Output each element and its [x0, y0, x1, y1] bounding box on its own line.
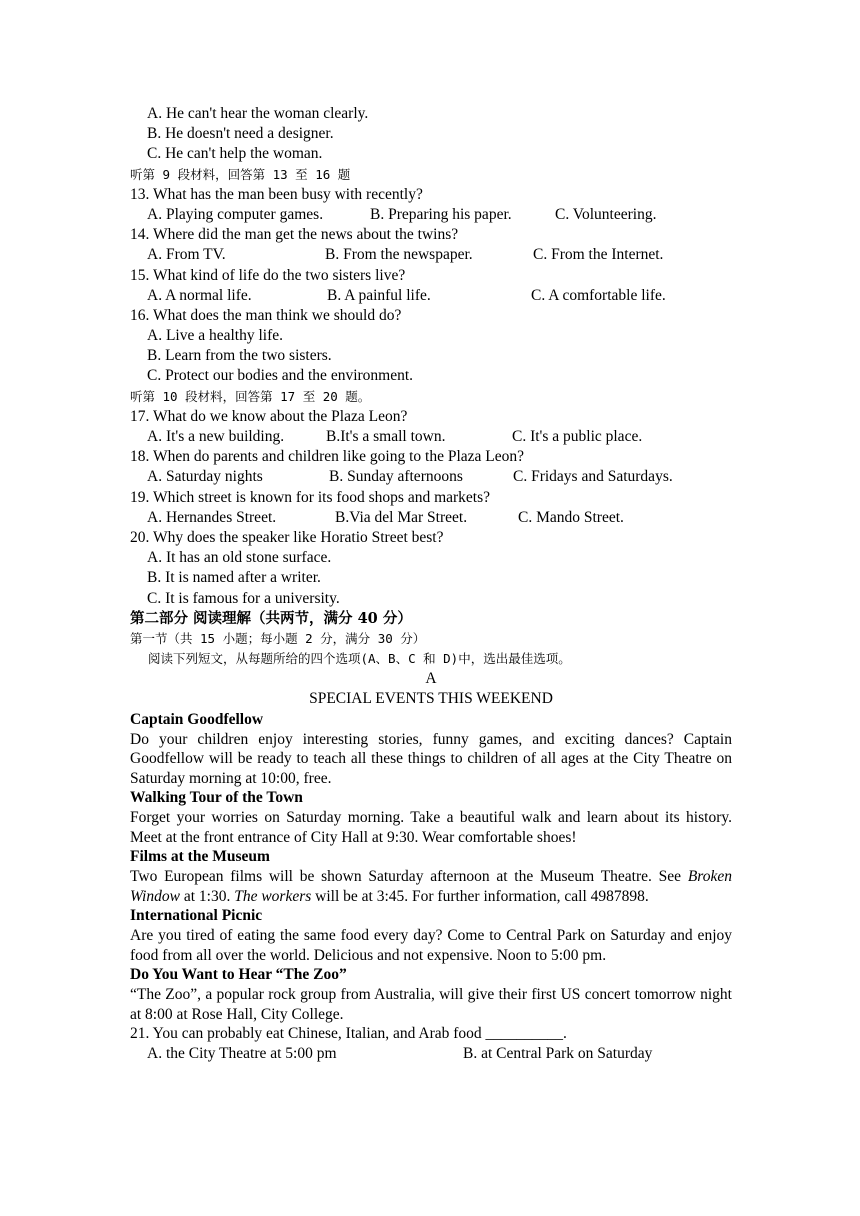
- event-4-text: Are you tired of eating the same food every day? Come to Central Park on Saturday and enjoy food from all over the world. Delicious and not expensive. Noon to 5:00 pm.: [130, 927, 732, 964]
- q14-option-c: C. From the Internet.: [533, 246, 664, 264]
- q17-option-b: B.It's a small town.: [326, 428, 446, 445]
- event-4-title: International Picnic: [130, 907, 263, 925]
- q19-option-b: B.Via del Mar Street.: [335, 508, 468, 526]
- part-2-instruction: 阅读下列短文，从每题所给的四个选项(A、B、C 和 D)中，选出最佳选项。: [148, 651, 571, 667]
- q21-option-a: A. the City Theatre at 5:00 pm: [147, 1045, 337, 1063]
- q19-stem: 19. Which street is known for its food shops and markets?: [130, 488, 491, 506]
- event-2-title: Walking Tour of the Town: [130, 789, 303, 807]
- q19-option-c: C. Mando Street.: [518, 508, 624, 526]
- q14-option-b: B. From the newspaper.: [325, 246, 473, 264]
- event-1-text: Do your children enjoy interesting stories, funny games, and exciting dances? Captain Goodfellow will be ready to teach all these things to children of all ages at the City Theatre on Saturday morning at 10:00, free.: [130, 730, 732, 787]
- q15-option-b: B. A painful life.: [327, 286, 431, 304]
- event-3-text: Two European films will be shown Saturday afternoon at the Museum Theatre. See Broken Window at 1:30. The workers will be at 3:45. For further information, call 4987898.: [130, 868, 732, 905]
- q16-option-c: C. Protect our bodies and the environment.: [147, 367, 414, 385]
- q16-option-a: A. Live a healthy life.: [147, 327, 284, 345]
- q18-option-c: C. Fridays and Saturdays.: [513, 468, 673, 486]
- q20-option-b: B. It is named after a writer.: [147, 569, 321, 587]
- part-2-title: 第二部分 阅读理解（共两节，满分 40 分）: [130, 609, 412, 627]
- q13-stem: 13. What has the man been busy with recently?: [130, 185, 423, 203]
- passage-title: SPECIAL EVENTS THIS WEEKEND: [309, 690, 553, 708]
- q14-options: [130, 245, 732, 265]
- q12-option-c: C. He can't help the woman.: [147, 145, 323, 163]
- film-1-title: Broken Window: [130, 868, 732, 905]
- q16-option-b: B. Learn from the two sisters.: [147, 347, 332, 365]
- event-5-title: Do You Want to Hear “The Zoo”: [130, 966, 347, 984]
- exam-content: [130, 104, 732, 1064]
- q14-stem: 14. Where did the man get the news about the twins?: [130, 226, 459, 244]
- section-10-note: 听第 10 段材料，回答第 17 至 20 题。: [130, 388, 371, 404]
- q15-option-c: C. A comfortable life.: [531, 286, 666, 304]
- passage-letter: A: [425, 670, 437, 688]
- q18-stem: 18. When do parents and children like going to the Plaza Leon?: [130, 448, 524, 466]
- q18-option-a: A. Saturday nights: [147, 468, 263, 486]
- q20-option-c: C. It is famous for a university.: [147, 589, 340, 607]
- q21-options: [130, 1044, 732, 1064]
- event-3-title: Films at the Museum: [130, 848, 270, 866]
- q17-options: [130, 427, 732, 447]
- q21-option-b: B. at Central Park on Saturday: [463, 1045, 653, 1063]
- q16-stem: 16. What does the man think we should do?: [130, 306, 402, 324]
- event-1-title: Captain Goodfellow: [130, 710, 264, 728]
- q15-options: [130, 286, 732, 306]
- q12-option-a: A. He can't hear the woman clearly.: [147, 105, 369, 122]
- q15-stem: 15. What kind of life do the two sisters live?: [130, 266, 406, 284]
- q12-option-b: B. He doesn't need a designer.: [147, 125, 334, 143]
- q17-stem: 17. What do we know about the Plaza Leon?: [130, 407, 408, 425]
- event-2-text: Forget your worries on Saturday morning. Take a beautiful walk and learn about its history. Meet at the front entrance of City Hall at 9:30. Wear comfortable shoes!: [130, 809, 732, 846]
- q14-option-a: A. From TV.: [147, 246, 226, 264]
- section-9-note: 听第 9 段材料，回答第 13 至 16 题: [130, 166, 351, 182]
- q13-option-b: B. Preparing his paper.: [370, 205, 512, 223]
- part-2-section-1: 第一节（共 15 小题；每小题 2 分，满分 30 分）: [130, 630, 426, 646]
- q17-option-c: C. It's a public place.: [512, 428, 643, 445]
- q18-options: [130, 467, 732, 487]
- event-5-text: “The Zoo”, a popular rock group from Australia, will give their first US concert tomorrow night at 8:00 at Rose Hall, City College.: [130, 986, 732, 1023]
- q15-option-a: A. A normal life.: [147, 286, 252, 304]
- q20-stem: 20. Why does the speaker like Horatio Street best?: [130, 528, 444, 546]
- q13-option-a: A. Playing computer games.: [147, 205, 324, 223]
- q21-stem: 21. You can probably eat Chinese, Italian, and Arab food __________.: [130, 1025, 567, 1043]
- q17-option-a: A. It's a new building.: [147, 428, 285, 445]
- q13-options: [130, 205, 732, 225]
- q19-options: [130, 508, 732, 528]
- q18-option-b: B. Sunday afternoons: [329, 468, 463, 486]
- q20-option-a: A. It has an old stone surface.: [147, 549, 332, 567]
- q19-option-a: A. Hernandes Street.: [147, 508, 277, 526]
- film-2-title: The workers: [234, 887, 312, 905]
- q13-option-c: C. Volunteering.: [555, 205, 657, 223]
